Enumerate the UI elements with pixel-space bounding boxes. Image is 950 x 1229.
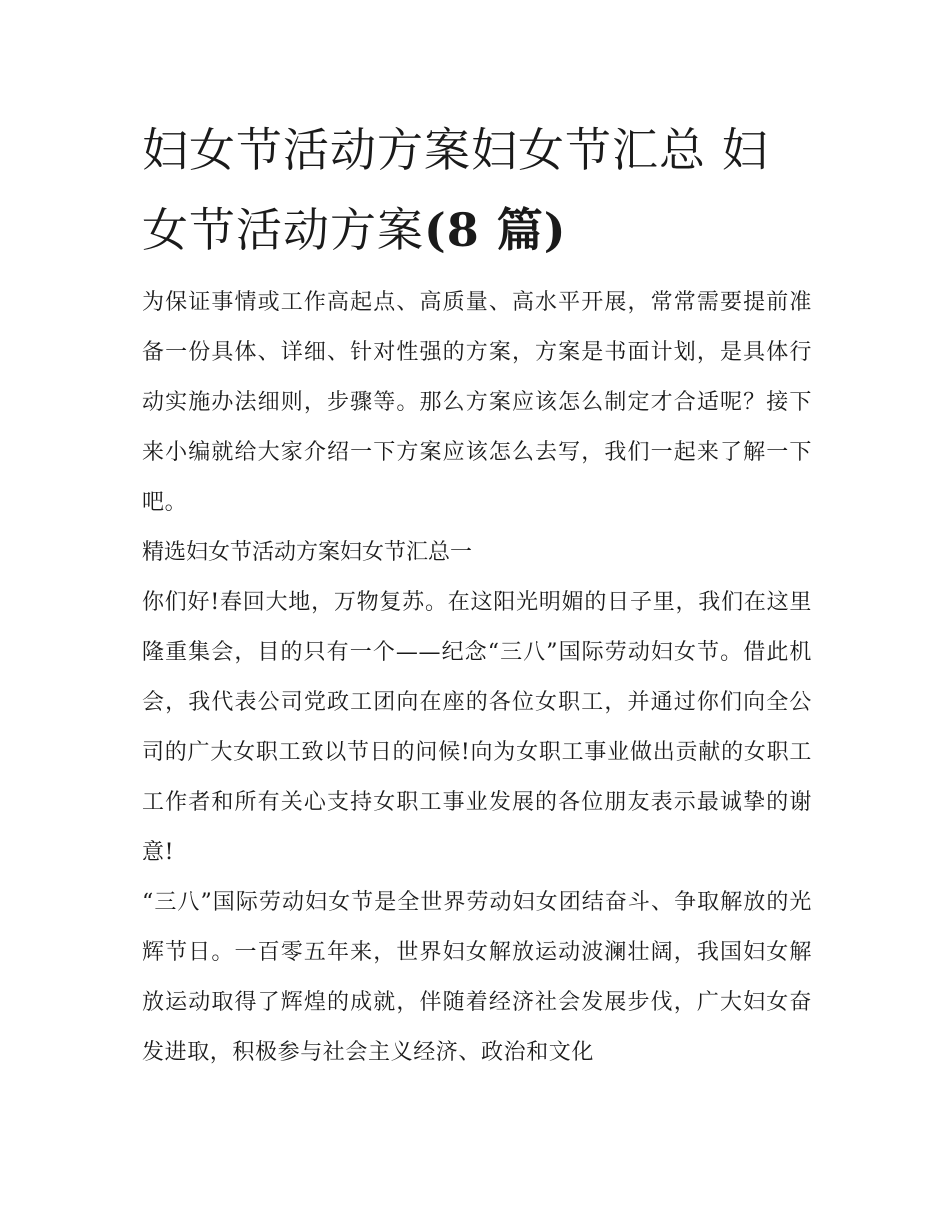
- title-count-text: (8 篇): [424, 203, 567, 257]
- section-heading: 精选妇女节活动方案妇女节汇总一: [142, 540, 473, 565]
- intro-paragraph: 为保证事情或工作高起点、高质量、高水平开展，常常需要提前准备一份具体、详细、针对性强的方案，方案是书面计划，是具体行动实施办法细则，步骤等。那么方案应该怎么制定才合适呢？接下来小编就给大家介绍一下方案应该怎么去写，我们一起来了解一下吧。: [142, 290, 812, 515]
- body-paragraph-2: “三八”国际劳动妇女节是全世界劳动妇女团结奋斗、争取解放的光辉节日。一百零五年来，世界妇女解放运动波澜壮阔，我国妇女解放运动取得了辉煌的成就，伴随着经济社会发展步伐，广大妇女奋发进取，积极参与社会主义经济、政治和文化: [142, 890, 812, 1065]
- document-page: [142, 110, 812, 1078]
- document-title: [142, 110, 812, 270]
- body-paragraph-1: 你们好!春回大地，万物复苏。在这阳光明媚的日子里，我们在这里隆重集会，目的只有一个——纪念“三八”国际劳动妇女节。借此机会，我代表公司党政工团向在座的各位女职工，并通过你们向全公司的广大女职工致以节日的问候!向为女职工事业做出贡献的女职工工作者和所有关心支持女职工事业发展的各位朋友表示最诚挚的谢意!: [142, 590, 812, 865]
- title-main-text: 妇女节活动方案妇女节汇总 妇女节活动方案: [142, 123, 769, 257]
